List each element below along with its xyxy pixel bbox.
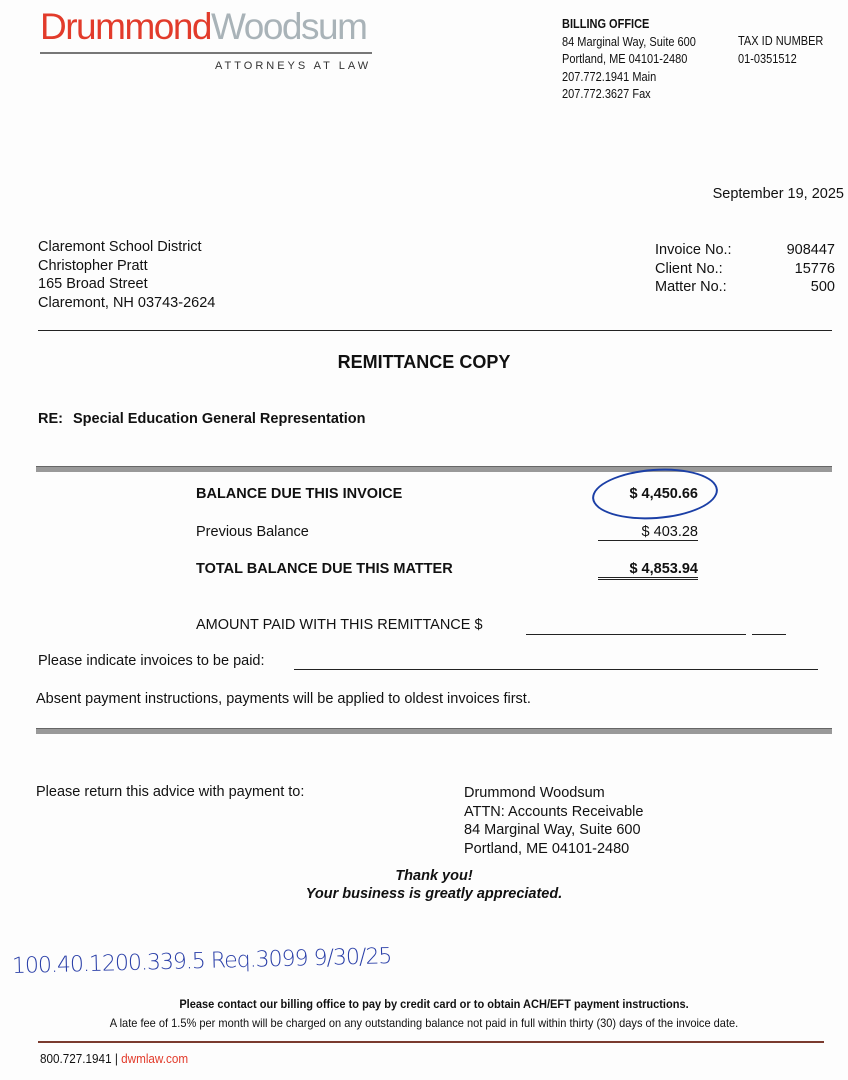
invoice-info: [655, 241, 835, 297]
firm-logo: [40, 6, 366, 48]
indicate-invoices-field[interactable]: [294, 669, 818, 670]
divider-thick: [36, 728, 832, 734]
logo-divider: [40, 52, 372, 54]
address-line: Claremont, NH 03743-2624: [38, 294, 216, 311]
value: 15776: [794, 260, 835, 277]
return-address: [464, 784, 643, 858]
value: 908447: [786, 242, 835, 258]
footer-website-link[interactable]: dwmlaw.com: [121, 1051, 189, 1066]
invoice-number: [655, 241, 835, 260]
thank-you-line: Your business is greatly appreciated.: [305, 886, 563, 902]
previous-balance-label: Previous Balance: [196, 524, 309, 540]
logo-text-woodsum: Woodsum: [211, 6, 367, 47]
label: Invoice No.:: [655, 242, 732, 258]
footer-divider: [38, 1041, 824, 1043]
footer: [40, 1051, 188, 1066]
indicate-invoices-label: Please indicate invoices to be paid:: [38, 653, 265, 669]
balance-due-label: BALANCE DUE THIS INVOICE: [196, 486, 403, 502]
billing-line: 207.772.1941 Main: [562, 69, 657, 84]
amount-paid-dollars-field[interactable]: [526, 634, 746, 635]
balance-due-amount: $ 4,450.66: [629, 486, 698, 502]
address-line: ATTN: Accounts Receivable: [464, 803, 644, 820]
footer-separator: |: [111, 1051, 122, 1066]
late-fee-note: A late fee of 1.5% per month will be charged on any outstanding balance not paid in full within thirty (30) days of the invoice date.: [109, 1016, 739, 1030]
handwritten-circle: [590, 465, 719, 524]
re-text: Special Education General Representation: [72, 411, 366, 427]
recipient-address: [38, 238, 215, 312]
contact-note: Please contact our billing office to pay by credit card or to obtain ACH/EFT payment instructions.: [179, 997, 689, 1011]
divider: [38, 330, 832, 331]
previous-balance-amount: $ 403.28: [598, 524, 698, 541]
thank-you: [0, 867, 848, 903]
label: Client No.:: [655, 260, 723, 277]
return-label: Please return this advice with payment to:: [36, 784, 305, 800]
address-line: Drummond Woodsum: [464, 785, 605, 801]
logo-text-drummond: Drummond: [40, 6, 211, 47]
re-label: RE:: [38, 411, 63, 427]
document-title: REMITTANCE COPY: [337, 352, 511, 372]
matter-number: [655, 278, 835, 297]
address-line: Portland, ME 04101-2480: [464, 840, 630, 857]
divider-thick: [36, 466, 832, 472]
thank-you-line: Thank you!: [395, 868, 473, 884]
billing-line: 207.772.3627 Fax: [562, 87, 651, 101]
billing-heading: BILLING OFFICE: [562, 17, 650, 31]
address-line: Christopher Pratt: [38, 257, 148, 274]
billing-line: Portland, ME 04101-2480: [562, 52, 688, 66]
footer-phone: 800.727.1941: [40, 1051, 112, 1066]
total-balance-label: TOTAL BALANCE DUE THIS MATTER: [196, 561, 453, 577]
billing-office: [562, 16, 696, 104]
billing-line: 84 Marginal Way, Suite 600: [562, 34, 696, 49]
value: 500: [810, 279, 835, 295]
re-line: [38, 411, 375, 427]
tagline: ATTORNEYS AT LAW: [215, 60, 372, 72]
handwritten-note: 100.40.1200.339.5 Req.3099 9/30/25: [11, 944, 392, 979]
invoice-date: September 19, 2025: [712, 186, 844, 202]
payment-instructions-note: Absent payment instructions, payments will be applied to oldest invoices first.: [36, 691, 531, 707]
amount-paid-cents-field[interactable]: [752, 634, 786, 635]
client-number: [655, 260, 835, 279]
tax-id-label: TAX ID NUMBER: [738, 34, 824, 48]
tax-id: [738, 33, 823, 68]
amount-paid-label: AMOUNT PAID WITH THIS REMITTANCE $: [196, 617, 483, 633]
address-line: Claremont School District: [38, 239, 202, 255]
address-line: 165 Broad Street: [38, 276, 148, 292]
address-line: 84 Marginal Way, Suite 600: [464, 822, 641, 838]
label: Matter No.:: [655, 279, 727, 295]
tax-id-value: 01-0351512: [738, 51, 797, 66]
total-balance-amount: $ 4,853.94: [598, 561, 698, 580]
